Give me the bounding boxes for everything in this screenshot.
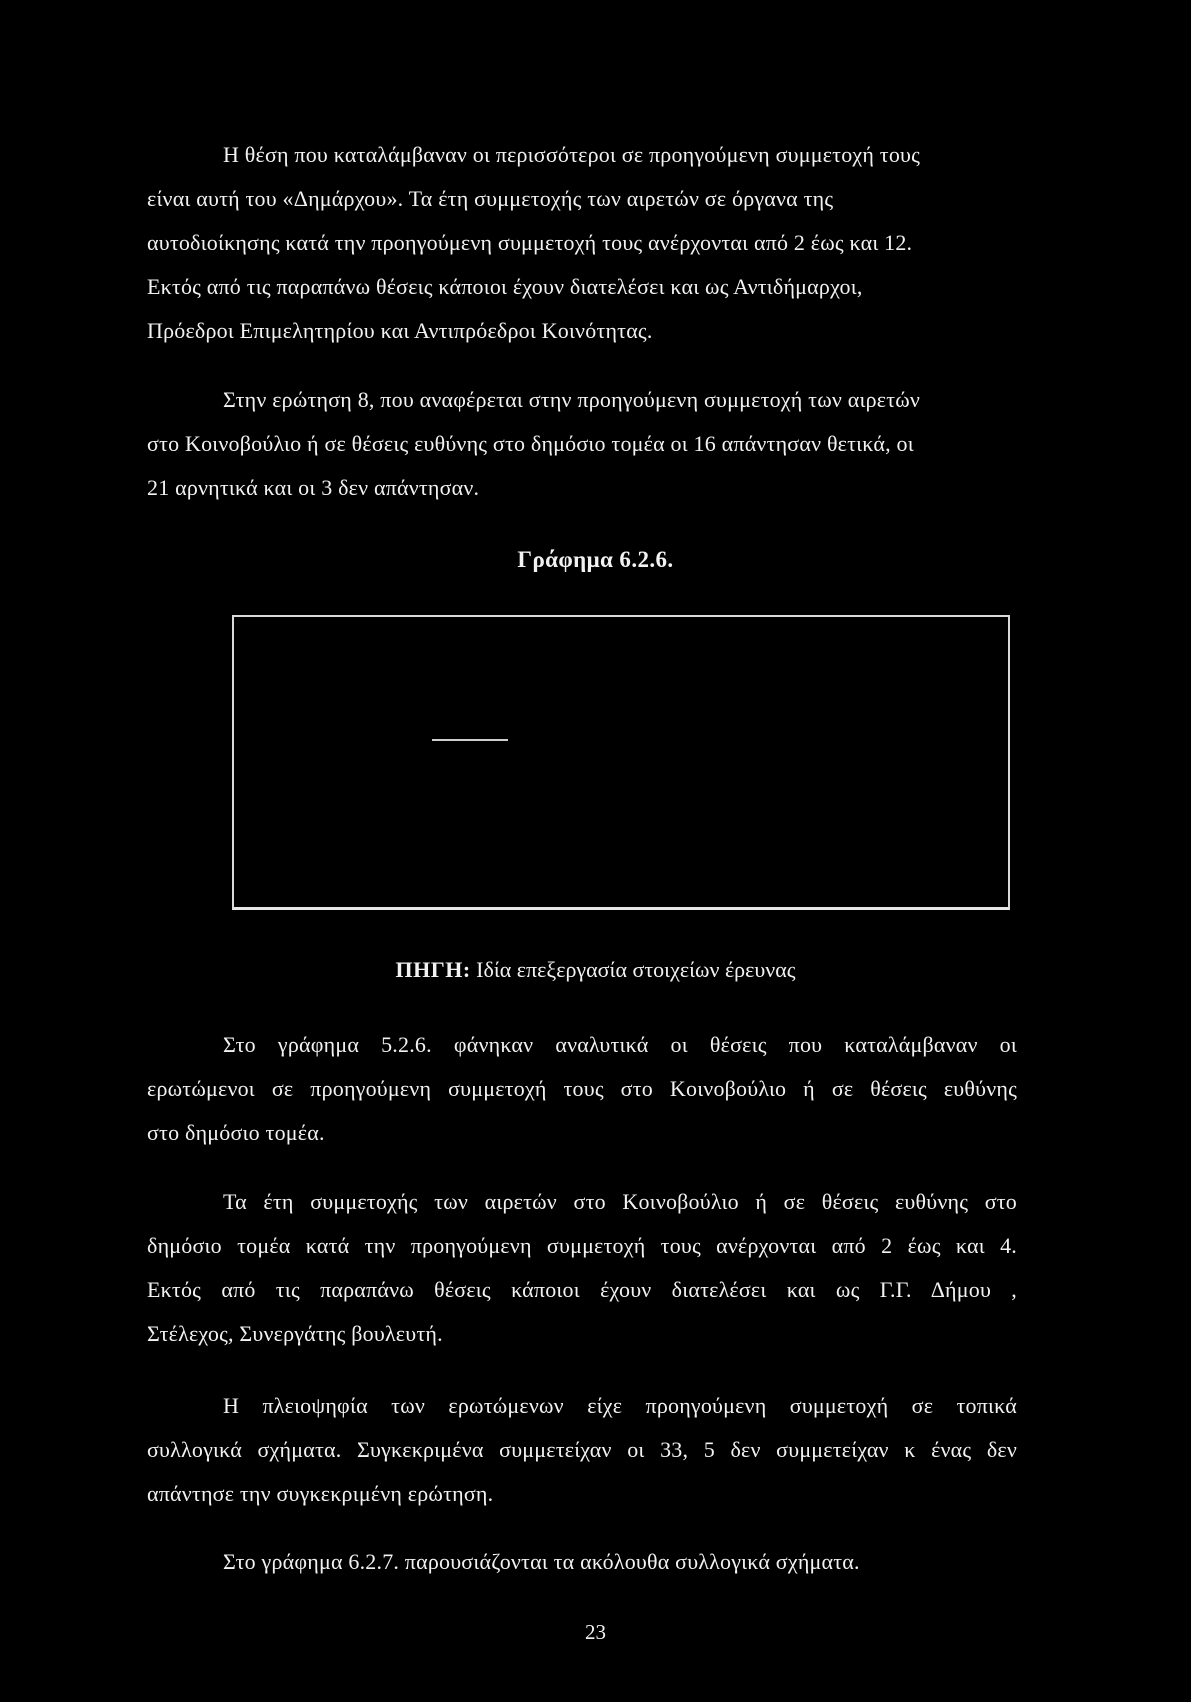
text-line: Εκτός από τις παραπάνω θέσεις κάποιοι έχουν διατελέσει και ως Γ.Γ. Δήμου ,	[147, 1277, 1017, 1302]
text-line: Στέλεχος, Συνεργάτης βουλευτή.	[147, 1321, 443, 1346]
paragraph-figure-description	[147, 1023, 1017, 1155]
text-line: απάντησε την συγκεκριμένη ερώτηση.	[147, 1481, 494, 1506]
source-text: Ιδία επεξεργασία στοιχείων έρευνας	[476, 957, 796, 982]
text-line: στο δημόσιο τομέα.	[147, 1120, 325, 1145]
figure-frame	[232, 615, 1010, 910]
text-line: Εκτός από τις παραπάνω θέσεις κάποιοι έχουν διατελέσει και ως Αντιδήμαρχοι,	[147, 274, 863, 299]
page-number: 23	[585, 1620, 606, 1644]
paragraph-question-8	[147, 378, 1017, 510]
figure-title: Γράφημα 6.2.6.	[517, 547, 674, 572]
text-line: Πρόεδροι Επιμελητηρίου και Αντιπρόεδροι Κοινότητας.	[147, 318, 653, 343]
text-line: 21 αρνητικά και οι 3 δεν απάντησαν.	[147, 475, 480, 500]
text-line: Η θέση που καταλάμβαναν οι περισσότεροι σε προηγούμενη συμμετοχή τους	[223, 142, 921, 167]
text-line: Στο γράφημα 5.2.6. φάνηκαν αναλυτικά οι θέσεις που καταλάμβαναν οι	[223, 1032, 1017, 1057]
paragraph-years-participation	[147, 1180, 1017, 1356]
text-line: συλλογικά σχήματα. Συγκεκριμένα συμμετείχαν οι 33, 5 δεν συμμετείχαν κ ένας δεν	[147, 1437, 1017, 1462]
text-line: δημόσιο τομέα κατά την προηγούμενη συμμετοχή τους ανέρχονται από 2 έως και 4.	[147, 1233, 1017, 1258]
figure-source	[0, 955, 1191, 985]
source-label: ΠΗΓΗ:	[395, 957, 471, 982]
text-line: είναι αυτή του «Δημάρχου». Τα έτη συμμετοχής των αιρετών σε όργανα της	[147, 186, 834, 211]
paragraph-collective-participation	[147, 1384, 1017, 1516]
text-line: Η πλειοψηφία των ερωτώμενων είχε προηγούμενη συμμετοχή σε τοπικά	[223, 1393, 1017, 1418]
text-line: Τα έτη συμμετοχής των αιρετών στο Κοινοβούλιο ή σε θέσεις ευθύνης στο	[223, 1189, 1017, 1214]
paragraph-previous-positions	[147, 133, 1017, 353]
text-line: ερωτώμενοι σε προηγούμενη συμμετοχή τους στο Κοινοβούλιο ή σε θέσεις ευθύνης	[147, 1076, 1017, 1101]
figure-stroke	[432, 739, 508, 741]
text-line: Στο γράφημα 6.2.7. παρουσιάζονται τα ακόλουθα συλλογικά σχήματα.	[223, 1549, 860, 1574]
text-line: αυτοδιοίκησης κατά την προηγούμενη συμμετοχή τους ανέρχονται από 2 έως και 12.	[147, 230, 913, 255]
text-line: στο Κοινοβούλιο ή σε θέσεις ευθύνης στο δημόσιο τομέα οι 16 απάντησαν θετικά, οι	[147, 431, 914, 456]
paragraph-next-figure	[147, 1540, 1017, 1584]
text-line: Στην ερώτηση 8, που αναφέρεται στην προηγούμενη συμμετοχή των αιρετών	[223, 387, 921, 412]
